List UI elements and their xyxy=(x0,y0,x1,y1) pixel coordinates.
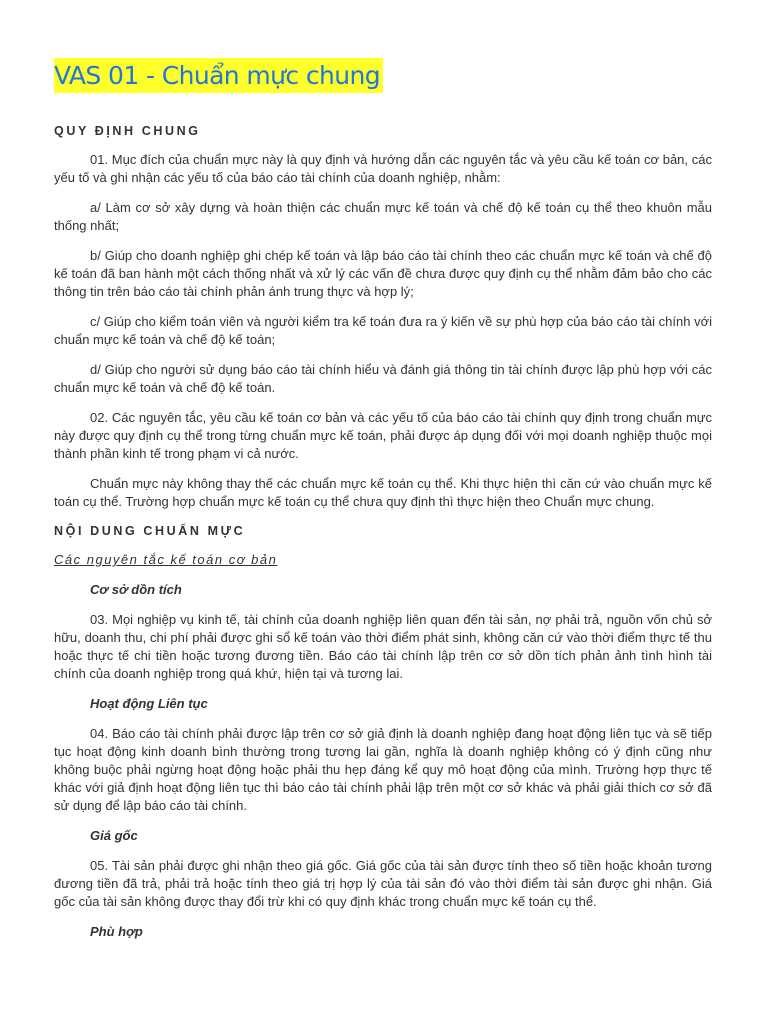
paragraph-02: 02. Các nguyên tắc, yêu cầu kế toán cơ bản và các yếu tố của báo cáo tài chính quy định trong chuẩn mực này được quy định cụ thể trong từng chuẩn mực kế toán, phải được áp dụng đối với mọi doanh nghiệp thuộc mọi thành phần kinh tế trong phạm vi cả nước. xyxy=(54,410,712,461)
document-title: VAS 01 - Chuẩn mực chung xyxy=(54,58,383,93)
heading-cost: Giá gốc xyxy=(90,828,138,843)
title-wrap xyxy=(54,58,712,94)
paragraph-01a: a/ Làm cơ sở xây dựng và hoàn thiện các chuẩn mực kế toán và chế độ kế toán cụ thể theo khuôn mẫu thống nhất; xyxy=(54,200,712,233)
heading-matching: Phù hợp xyxy=(90,924,143,939)
heading-accrual: Cơ sở dồn tích xyxy=(90,582,182,597)
paragraph-03: 03. Mọi nghiệp vụ kinh tế, tài chính của doanh nghiệp liên quan đến tài sản, nợ phải trả, nguồn vốn chủ sở hữu, doanh thu, chi phí phải được ghi sổ kế toán vào thời điểm phát sinh, không căn cứ vào thời điểm thực tế thu hoặc thực tế chi tiền hoặc tương đương tiền. Báo cáo tài chính lập trên cơ sở dồn tích phản ảnh tình hình tài chính của doanh nghiệp trong quá khứ, hiện tại và tương lai. xyxy=(54,612,712,681)
paragraph-02b: Chuẩn mực này không thay thế các chuẩn mực kế toán cụ thể. Khi thực hiện thì căn cứ vào chuẩn mực kế toán cụ thể. Trường hợp chuẩn mực kế toán cụ thể chưa quy định thì thực hiện theo Chuẩn mực chung. xyxy=(54,476,712,509)
section-heading-content: NỘI DUNG CHUẨN MỰC xyxy=(54,524,246,538)
document-page xyxy=(54,0,712,953)
paragraph-05: 05. Tài sản phải được ghi nhận theo giá gốc. Giá gốc của tài sản được tính theo số tiền hoặc khoản tương đương tiền đã trả, phải trả hoặc tính theo giá trị hợp lý của tài sản đó vào thời điểm tài sản được ghi nhận. Giá gốc của tài sản không được thay đổi trừ khi có quy định khác trong chuẩn mực kế toán cụ thể. xyxy=(54,858,712,909)
paragraph-01d: d/ Giúp cho người sử dụng báo cáo tài chính hiểu và đánh giá thông tin tài chính được lập phù hợp với các chuẩn mực kế toán và chế độ kế toán. xyxy=(54,362,712,395)
paragraph-01: 01. Mục đích của chuẩn mực này là quy định và hướng dẫn các nguyên tắc và yêu cầu kế toán cơ bản, các yếu tố và ghi nhận các yếu tố của báo cáo tài chính của doanh nghiệp, nhằm: xyxy=(54,152,712,185)
section-heading-general: QUY ĐỊNH CHUNG xyxy=(54,124,201,138)
paragraph-04: 04. Báo cáo tài chính phải được lập trên cơ sở giả định là doanh nghiệp đang hoạt động liên tục và sẽ tiếp tục hoạt động kinh doanh bình thường trong tương lai gần, nghĩa là doanh nghiệp không có ý định cũng như không buộc phải ngừng hoạt động hoặc phải thu hẹp đáng kể quy mô hoạt động của mình. Trường hợp thực tế khác với giả định hoạt động liên tục thì báo cáo tài chính phải lập trên một cơ sở khác và phải giải thích cơ sở đã sử dụng để lập báo cáo tài chính. xyxy=(54,726,712,813)
paragraph-01b: b/ Giúp cho doanh nghiệp ghi chép kế toán và lập báo cáo tài chính theo các chuẩn mực kế toán và chế độ kế toán đã ban hành một cách thống nhất và xử lý các vấn đề chưa được quy định cụ thể nhằm đảm bảo cho các thông tin trên báo cáo tài chính phản ánh trung thực và hợp lý; xyxy=(54,248,712,299)
paragraph-01c: c/ Giúp cho kiểm toán viên và người kiểm tra kế toán đưa ra ý kiến về sự phù hợp của báo cáo tài chính với chuẩn mực kế toán và chế độ kế toán; xyxy=(54,314,712,347)
subsection-principles: Các nguyên tắc kế toán cơ bản xyxy=(54,552,278,567)
heading-going-concern: Hoạt động Liên tục xyxy=(90,696,208,711)
